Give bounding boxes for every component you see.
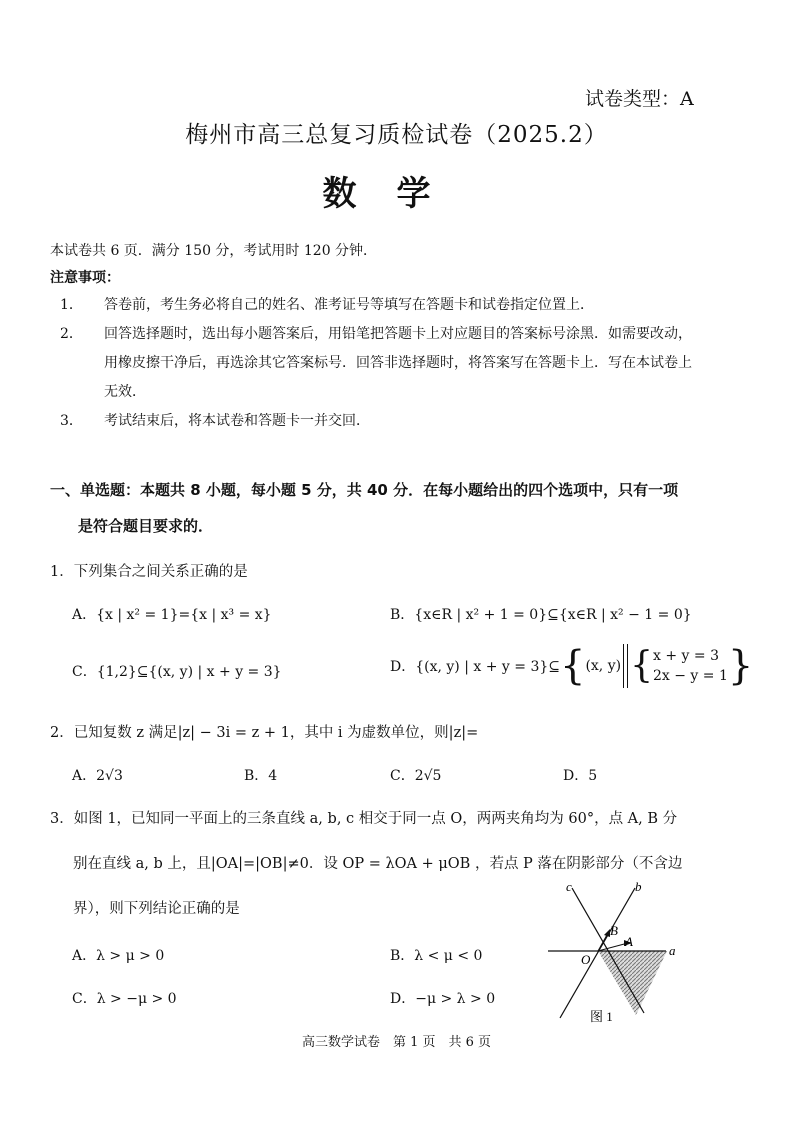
shaded-region [598,951,667,1015]
notice-item-3 [60,407,702,436]
section-heading-line2: 是符合题目要求的． [78,517,214,535]
notice-text: 回答选择题时，选出每小题答案后，用铅笔把答题卡上对应题目的答案标号涂黑．如需要改动，用橡皮擦干净后，再选涂其它答案标号．回答非选择题时，将答案写在答题卡上．写在本试卷上无效． [104,326,692,400]
q1-option-d-cases [653,646,728,686]
label-a: a [669,943,676,958]
intro-text: 本试卷共 6 页．满分 150 分，考试用时 120 分钟． [50,243,378,259]
exam-title: 梅州市高三总复习质检试卷（2025.2） [185,122,608,148]
q1-option-c: C．{1,2}⊆{(x, y) | x + y = 3} [72,664,282,680]
q1-option-d-prefix: D．{(x, y) | x + y = 3}⊆ [390,659,560,675]
notice-text: 答卷前，考生务必将自己的姓名、准考证号等填写在答题卡和试卷指定位置上． [104,297,594,313]
q1-stem: 1．下列集合之间关系正确的是 [50,564,248,580]
q3-option-b: B．λ < μ < 0 [390,948,483,964]
section-heading-line1: 一、单选题：本题共 8 小题，每小题 5 分，共 40 分．在每小题给出的四个选项中，只有一项 [50,481,679,499]
q3-option-d: D．−μ > λ > 0 [390,991,496,1007]
q2-option-d: D．5 [563,768,598,784]
page-footer: 高三数学试卷 第 1 页 共 6 页 [301,1035,492,1050]
figure-caption: 图 1 [590,1009,613,1024]
such-that-bar [623,644,628,688]
q2-option-b: B．4 [244,768,278,784]
q3-option-c: C．λ > −μ > 0 [72,991,177,1007]
q3-option-a: A．λ > μ > 0 [72,948,165,964]
q1-option-a: A．{x | x² = 1}={x | x³ = x} [72,607,272,623]
q1-option-b: B．{x∈R | x² + 1 = 0}⊆{x∈R | x² − 1 = 0} [390,607,692,623]
notice-list [60,291,702,436]
cases-brace: { [630,645,653,686]
q3-stem-line1: 3．如图 1，已知同一平面上的三条直线 a, b, c 相交于同一点 O，两两夹角均为 60°，点 A, B 分 [50,811,678,827]
notice-num: 1． [60,297,83,313]
notice-item-2 [60,320,702,407]
case-eq-1: x + y = 3 [653,648,719,664]
label-b: b [635,879,642,894]
notice-num: 2． [60,326,83,342]
paper-type: 试卷类型：A [585,88,694,110]
label-a-point: A [625,934,633,949]
q3-stem-line2: 别在直线 a, b 上，且|OA|=|OB|≠0．设 OP = λOA + μOB ，若点 P 落在阴影部分（不含边 [73,856,683,872]
right-brace: } [727,643,754,689]
q1-option-d-set: (x, y) [585,658,622,674]
case-eq-2: 2x − y = 1 [653,668,728,684]
q2-stem: 2．已知复数 z 满足|z| − 3i = z + 1，其中 i 为虚数单位，则|z|= [50,725,479,741]
figure-1 [540,878,690,1028]
notice-item-1 [60,291,702,320]
label-b-point: B [610,923,618,938]
label-o: O [581,952,591,967]
notice-title: 注意事项： [50,270,120,286]
label-c: c [566,879,572,894]
q1-option-d [390,644,753,688]
section-heading [50,472,710,544]
left-brace: { [560,643,586,689]
subject-title: 数学 [322,174,471,214]
q3-stem-line3: 界），则下列结论正确的是 [73,901,240,917]
notice-num: 3． [60,413,83,429]
q2-option-c: C．2√5 [390,768,442,784]
q2-option-a: A．2√3 [72,768,123,784]
notice-text: 考试结束后，将本试卷和答题卡一并交回． [104,413,370,429]
